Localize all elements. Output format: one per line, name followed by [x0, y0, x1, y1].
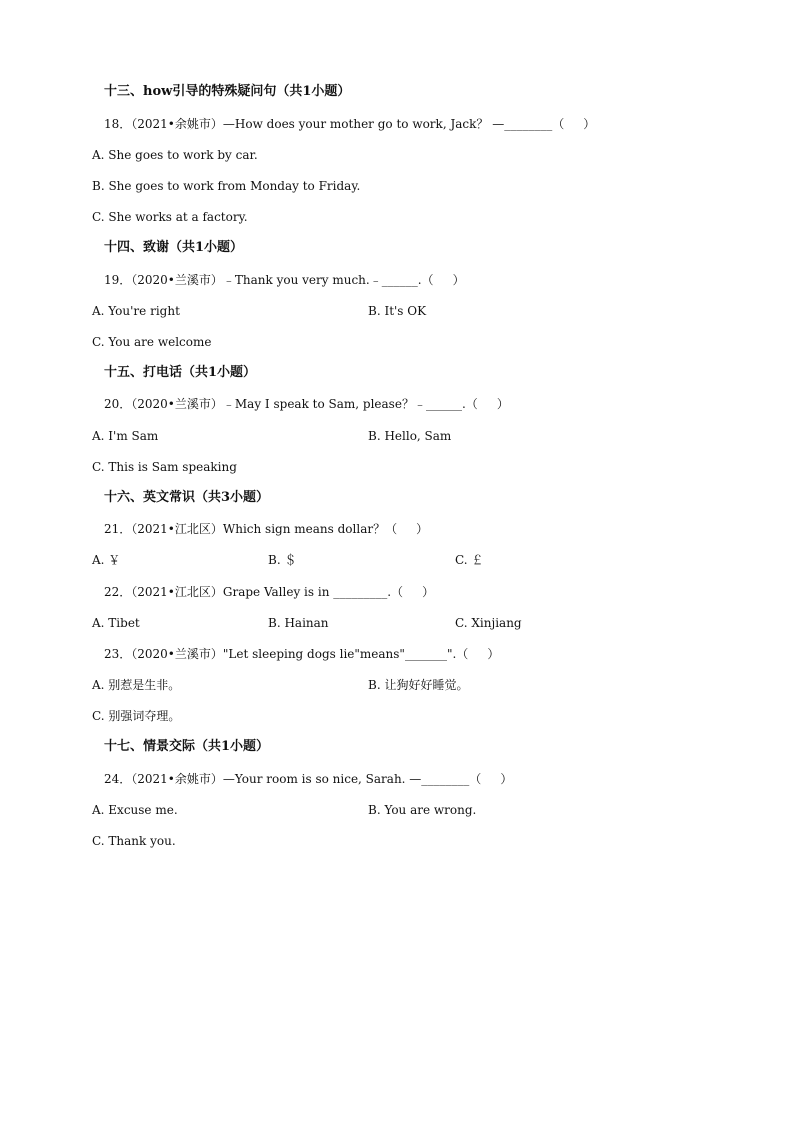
option-b: B. 让狗好好睡觉。 [368, 678, 469, 692]
option-c: C. You are welcome [92, 335, 212, 349]
option-b: B. Hello, Sam [368, 429, 452, 443]
section-heading: 十三、how引导的特殊疑问句（共1小题） [104, 84, 351, 99]
option-b: B. Hainan [268, 616, 329, 630]
option-a: A. She goes to work by car. [92, 148, 258, 162]
question-stem: 19．（2020•兰溪市）﹣Thank you very much.﹣______.（ ） [104, 273, 465, 287]
option-b: B. ＄ [268, 553, 297, 567]
option-a: A. 别惹是生非。 [92, 678, 181, 692]
option-a: A. I'm Sam [92, 429, 159, 443]
option-a: A. Excuse me. [92, 803, 178, 817]
option-c: C. ￡ [455, 553, 484, 567]
option-b: B. You are wrong. [368, 803, 477, 817]
question-stem: 23．（2020•兰溪市）"Let sleeping dogs lie"means"_______".（ ） [104, 647, 500, 661]
option-c: C. 别强词夺理。 [92, 709, 181, 723]
option-a: A. Tibet [92, 616, 140, 630]
option-b: B. She goes to work from Monday to Friday. [92, 179, 361, 193]
section-heading: 十五、打电话（共1小题） [104, 365, 257, 380]
section-heading: 十七、情景交际（共1小题） [104, 739, 270, 754]
section-heading: 十四、致谢（共1小题） [104, 240, 244, 255]
question-stem: 18．（2021•余姚市）—How does your mother go to work, Jack？ —________（ ） [104, 117, 596, 131]
option-a: A. ￥ [92, 553, 121, 567]
option-c: C. Thank you. [92, 834, 176, 848]
question-stem: 20．（2020•兰溪市）﹣May I speak to Sam, please？﹣______.（ ） [104, 397, 509, 411]
option-b: B. It's OK [368, 304, 427, 318]
option-c: C. This is Sam speaking [92, 460, 237, 474]
question-stem: 21．（2021•江北区）Which sign means dollar？（ ） [104, 522, 429, 536]
question-stem: 22．（2021•江北区）Grape Valley is in _________.（ ） [104, 585, 435, 599]
question-stem: 24．（2021•余姚市）—Your room is so nice, Sarah. —________（ ） [104, 772, 513, 786]
section-heading: 十六、英文常识（共3小题） [104, 490, 270, 505]
option-c: C. She works at a factory. [92, 210, 248, 224]
option-a: A. You're right [92, 304, 180, 318]
option-c: C. Xinjiang [455, 616, 522, 630]
